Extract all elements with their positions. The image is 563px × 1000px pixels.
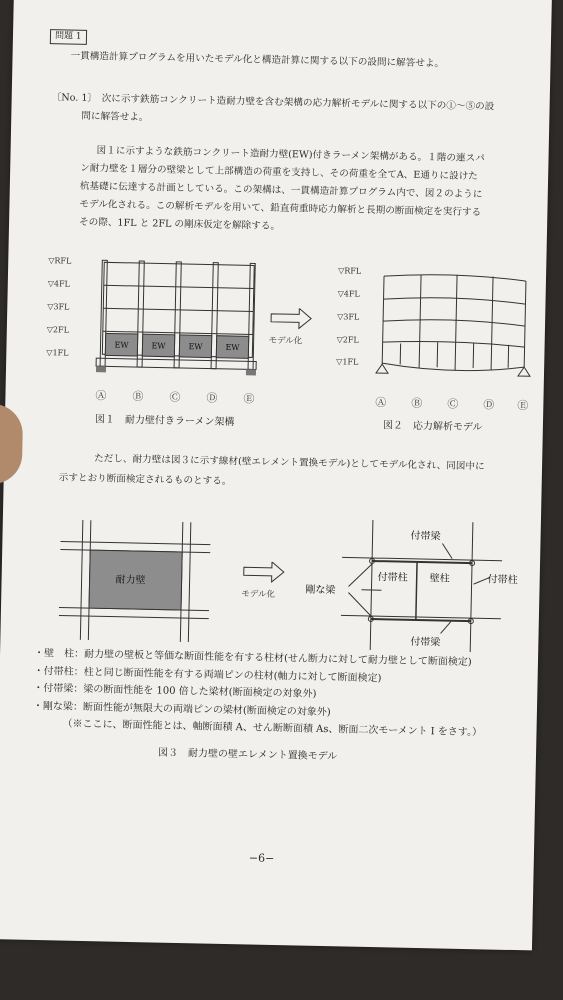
fig3-right-column-label: 付帯柱 xyxy=(487,574,518,587)
question-line-1: 次に示す鉄筋コンクリート造耐力壁を含む架構の応力解析モデルに関する以下の①〜⑤の設 xyxy=(101,93,495,113)
fig1-axis-b: Ⓑ xyxy=(132,389,144,404)
fig3-wall-label: 耐力壁 xyxy=(115,574,146,587)
fig3-bottom-beam-label: 付帯梁 xyxy=(410,636,441,649)
mid-text-line-2: 示すとおり断面検定されるものとする。 xyxy=(58,472,232,488)
figure-2 xyxy=(323,263,551,418)
question-line-7: その際、1FL と 2FL の剛床仮定を解除する。 xyxy=(78,216,281,232)
fig1-floor-1fl: ▽1FL xyxy=(46,348,69,358)
fig3-rigid-beam-label: 剛な梁 xyxy=(305,584,336,597)
question-number: 〔No. 1〕 xyxy=(51,92,98,105)
fig1-axis-e: Ⓔ xyxy=(243,392,255,406)
fig3-top-beam-label: 付帯梁 xyxy=(410,530,441,543)
fig2-axis-e: Ⓔ xyxy=(517,399,529,413)
fig2-axis-c: Ⓒ xyxy=(447,397,459,411)
fig2-floor-4fl: ▽4FL xyxy=(337,289,360,299)
thumb-shadow xyxy=(0,404,23,485)
fig1-wall-2: EW xyxy=(151,341,166,351)
figure-3-caption: 図３ 耐力壁の壁エレメント置換モデル xyxy=(157,747,338,763)
fig1-floor-4fl: ▽4FL xyxy=(47,279,70,289)
figure-2-caption: 図２ 応力解析モデル xyxy=(382,420,483,434)
fig1-wall-3: EW xyxy=(188,342,203,352)
fig1-floor-2fl: ▽2FL xyxy=(46,325,70,335)
modeling-arrow-1-label: モデル化 xyxy=(268,335,303,347)
fig2-axis-b: Ⓑ xyxy=(411,396,423,411)
fig1-axis-d: Ⓓ xyxy=(206,391,218,405)
figure-3-wall xyxy=(58,519,230,643)
problem-label: 問題 1 xyxy=(50,29,87,45)
question-line-2: 問に解答せよ。 xyxy=(81,110,149,124)
page-number: −6− xyxy=(248,851,275,866)
intro-text: 一貫構造計算プログラムを用いたモデル化と構造計算に関する以下の設問に解答せよ。 xyxy=(70,50,445,70)
legend-rigid-beam: ・剛な梁：断面性能が無限大の両端ピンの梁材(断面検定の対象外) xyxy=(32,700,331,718)
fig3-left-column-label: 付帯柱 xyxy=(377,572,408,584)
legend-note: （※ここに、断面性能とは、軸断面積 A、せん断断面積 As、断面二次モーメント I をさす。） xyxy=(62,718,483,739)
question-line-5: 杭基礎に伝達する計画としている。この架構は、一貫構造計算プログラム内で、図２のように xyxy=(79,180,483,201)
figure-1 xyxy=(45,253,268,408)
legend-list xyxy=(32,645,483,742)
legend-side-column: ・付帯柱：柱と同じ断面性能を有する両端ピンの柱材(軸力に対して断面検定) xyxy=(33,665,382,684)
figure-1-caption: 図１ 耐力壁付きラーメン架構 xyxy=(94,414,235,429)
question-line-3: 図１に示すような鉄筋コンクリート造耐力壁(EW)付きラーメン架構がある。１階の連スパ xyxy=(96,145,485,165)
fig3-wall-column-label: 壁柱 xyxy=(429,573,450,585)
fig1-floor-3fl: ▽3FL xyxy=(47,302,70,312)
mid-text-line-1: ただし、耐力壁は図３に示す線材(壁エレメント置換モデル)としてモデル化され、同図中に xyxy=(94,453,485,473)
fig1-axis-c: Ⓒ xyxy=(169,390,181,404)
fig1-floor-rfl: ▽RFL xyxy=(48,256,72,266)
legend-wall-column: ・壁 柱：耐力壁の壁板と等価な断面性能を有する柱材(せん断力に対して耐力壁として断面検定) xyxy=(33,647,472,669)
fig1-axis-a: Ⓐ xyxy=(95,389,107,403)
fig1-wall-1: EW xyxy=(114,340,129,350)
modeling-arrow-2-label: モデル化 xyxy=(241,589,276,600)
fig2-floor-1fl: ▽1FL xyxy=(336,357,359,367)
question-line-4: ン耐力壁を１層分の壁梁として上部構造の荷重を支持し、その荷重を全てA、E通りに設けた xyxy=(80,162,478,183)
fig2-axis-d: Ⓓ xyxy=(483,398,495,412)
fig2-axis-a: Ⓐ xyxy=(375,396,387,410)
fig2-floor-3fl: ▽3FL xyxy=(337,312,360,322)
modeling-arrow-2 xyxy=(241,561,302,602)
fig2-floor-rfl: ▽RFL xyxy=(338,266,362,276)
fig2-floor-2fl: ▽2FL xyxy=(336,335,359,345)
figure-3-model xyxy=(300,519,533,654)
fig1-wall-4: EW xyxy=(225,342,240,353)
question-line-6: モデル化される。この解析モデルを用いて、鉛直荷重時応力解析と長期の断面検定を実行する xyxy=(79,198,482,219)
legend-side-beam: ・付帯梁：梁の断面性能を 100 倍した梁材(断面検定の対象外) xyxy=(33,682,317,700)
modeling-arrow-1 xyxy=(269,308,330,349)
